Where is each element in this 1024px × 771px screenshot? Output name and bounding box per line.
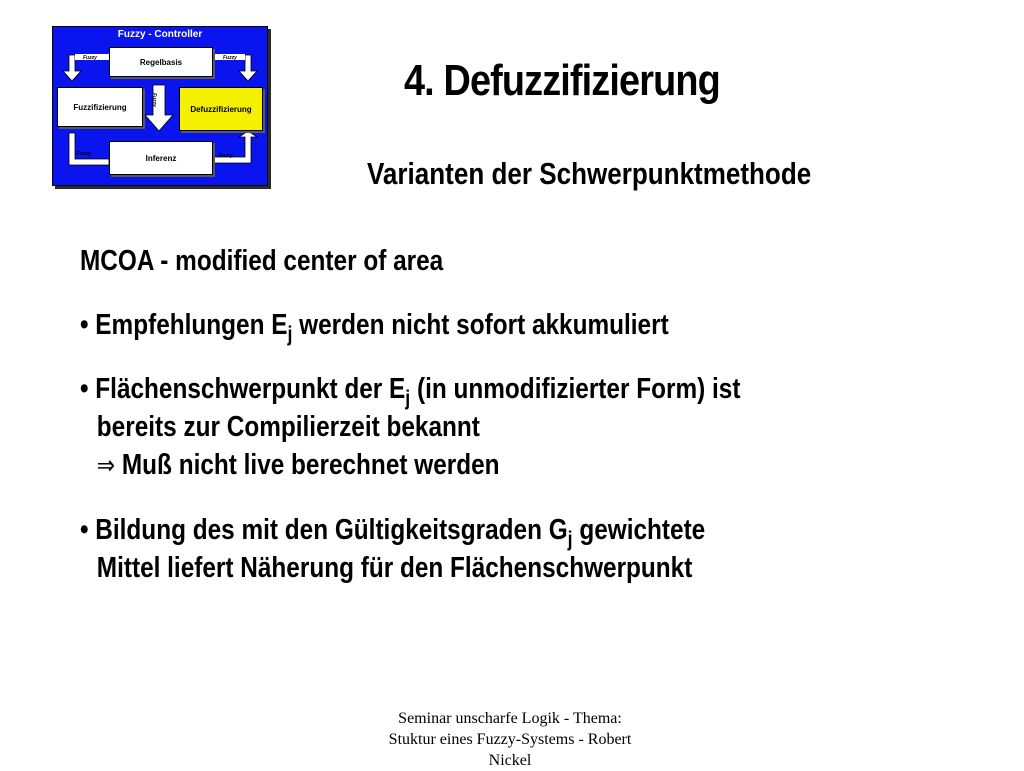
bullet-3-line-2: Mittel liefert Näherung für den Flächenschwerpunkt [96, 552, 693, 584]
slide-body [80, 242, 1004, 613]
bullet-2-text-a: Flächenschwerpunkt der E [95, 373, 406, 405]
arrow-middle [145, 85, 173, 131]
footer-line-3: Nickel [488, 752, 532, 769]
footer-line-2: Stuktur eines Fuzzy-Systems - Robert [388, 731, 632, 748]
arrow-label-bottomleft: Fuzzy [77, 151, 91, 157]
page-title: 4. Defuzzifizierung [404, 56, 720, 105]
section-heading: MCOA - modified center of area [80, 245, 444, 277]
bullet-2-text-b: (in unmodifizierter Form) ist [410, 373, 741, 405]
bullet-2-line-3-text: Muß nicht live berechnet werden [115, 449, 500, 481]
bullet-2-subscript: j [405, 387, 411, 410]
box-defuzzifizierung: Defuzzifizierung [179, 87, 263, 131]
arrow-label-middle: Fuzzy [151, 93, 157, 107]
diagram-title: Fuzzy - Controller [117, 29, 203, 40]
bullet-3-text-a: Bildung des mit den Gültigkeitsgraden G [95, 514, 568, 546]
bullet-1-text-a: Empfehlungen E [95, 309, 288, 341]
box-regelbasis: Regelbasis [109, 47, 213, 77]
bullet-1-subscript: j [287, 323, 293, 346]
fuzzy-controller-diagram [52, 26, 268, 186]
bullet-item-3 [80, 511, 1004, 587]
footer-line-1: Seminar unscharfe Logik - Thema: [398, 710, 622, 727]
implies-symbol: ⇒ [96, 451, 116, 481]
page-subtitle: Varianten der Schwerpunktmethode [367, 156, 812, 191]
arrow-label-topright: Fuzzy [223, 55, 237, 61]
arrow-bottomleft [69, 133, 109, 165]
bullet-item-1 [80, 306, 1004, 344]
bullet-marker: • [80, 309, 89, 341]
bullet-2-line-2: bereits zur Compilierzeit bekannt [96, 411, 480, 443]
box-inferenz: Inferenz [109, 141, 213, 175]
bullet-marker: • [80, 514, 89, 546]
bullet-3-subscript: j [567, 528, 573, 551]
bullet-1-text-b: werden nicht sofort akkumuliert [292, 309, 669, 341]
bullet-3-text-b: gewichtete [572, 514, 706, 546]
bullet-item-2 [80, 370, 1004, 485]
bullet-2-line-3 [80, 446, 1004, 485]
box-fuzzifizierung: Fuzzifizierung [57, 87, 143, 127]
arrow-label-bottomright: Fuzzy [219, 153, 233, 159]
bullet-marker: • [80, 373, 89, 405]
arrow-label-topleft: Fuzzy [83, 55, 97, 61]
slide-footer [340, 708, 680, 771]
